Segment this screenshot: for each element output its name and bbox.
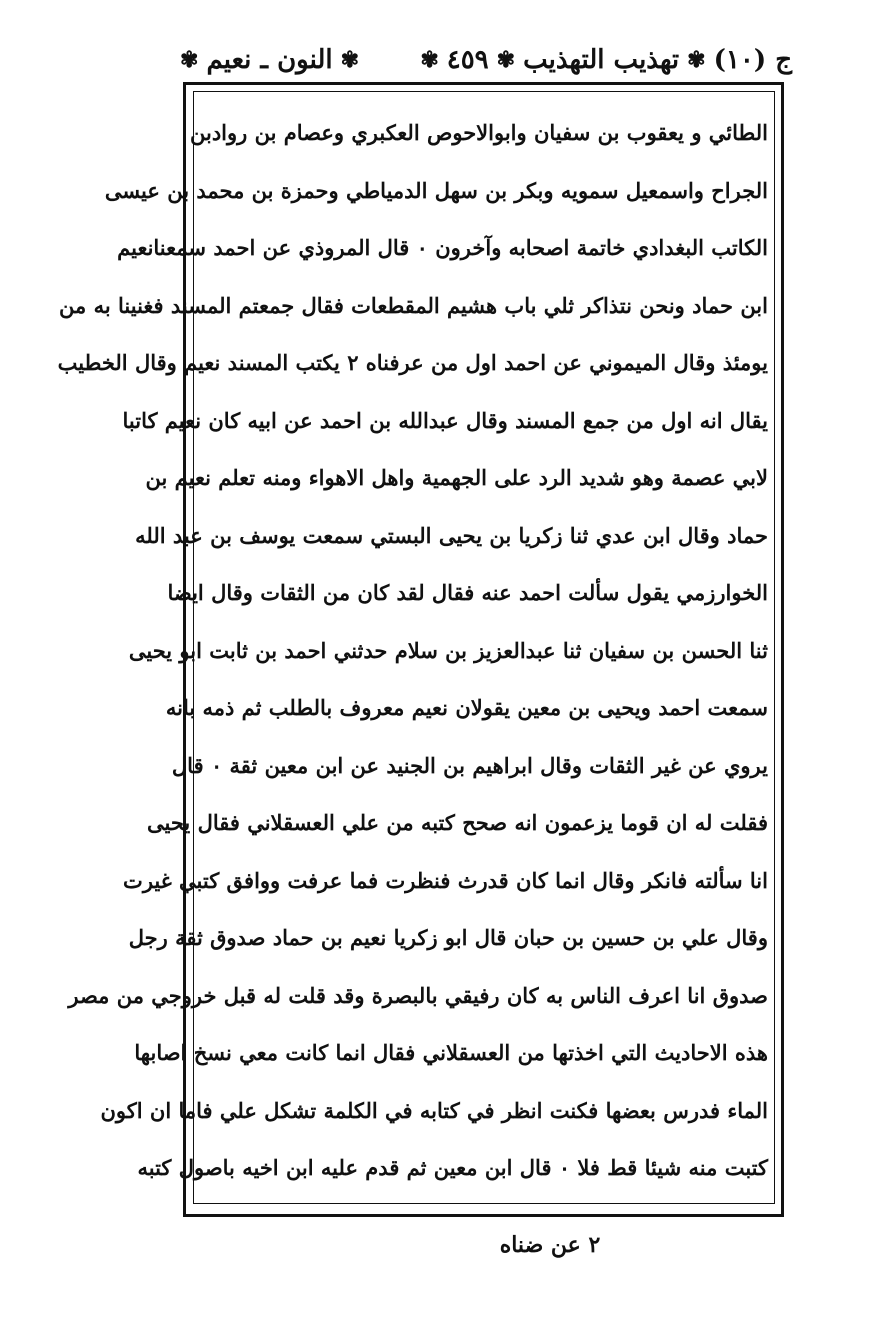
ornament-icon: ✾ — [340, 47, 360, 73]
section-title: النون ـ نعيم — [206, 45, 333, 75]
text-line: ثنا الحسن بن سفيان ثنا عبدالعزيز بن سلام حدثني احمد بن ثابت ابو يحيى — [128, 637, 768, 663]
text-line: كتبت منه شيئا قط فلا ٠ قال ابن معين ثم قدم عليه ابن اخيه باصول كتبه — [137, 1155, 768, 1180]
page-number: ٤٥٩ — [446, 45, 489, 75]
running-header — [180, 38, 792, 82]
text-line: الماء فدرس بعضها فكنت انظر في كتابه في الكلمة تشكل علي فاما ان اكون — [100, 1097, 768, 1123]
ornament-icon: ✾ — [687, 47, 706, 73]
text-line: فقلت له ان قوما يزعمون انه صحح كتبه من علي العسقلاني فقال يحيى — [147, 810, 768, 835]
text-line: يومئذ وقال الميموني عن احمد اول من عرفناه ٢ يكتب المسند نعيم وقال الخطيب — [57, 350, 768, 375]
text-line: صدوق انا اعرف الناس به كان رفيقي بالبصرة وقد قلت له قبل خروجي من مصر — [68, 982, 768, 1008]
text-line: الجراح واسمعيل سمويه وبكر بن سهل الدمياطي وحمزة بن محمد بن عيسى — [104, 177, 768, 203]
text-line: ابن حماد ونحن نتذاكر ثلي باب هشيم المقطعات فقال جمعتم المسند فغنينا به من — [59, 292, 768, 318]
text-line: الطائي و يعقوب بن سفيان وابوالاحوص العكبري وعصام بن روادبن — [189, 120, 768, 145]
text-line: لابي عصمة وهو شديد الرد على الجهمية واهل الاهواء ومنه تعلم نعيم بن — [145, 465, 768, 490]
text-line: سمعت احمد ويحيى بن معين يقولان نعيم معروف بالطلب ثم ذمه بانه — [165, 695, 768, 720]
volume-label: ج (١٠) — [713, 45, 792, 75]
text-line: الكاتب البغدادي خاتمة اصحابه وآخرون ٠ قال المروذي عن احمد سمعنانعيم — [117, 235, 768, 260]
main-text — [57, 104, 768, 1197]
book-title: تهذيب التهذيب — [523, 45, 680, 75]
text-line: انا سألته فانكر وقال انما كان قدرث فنظرت فما عرفت ووافق كتبي غيرت — [123, 867, 768, 893]
footnote: ٢ عن ضناه — [499, 1232, 601, 1258]
text-line: يقال انه اول من جمع المسند وقال عبدالله بن احمد عن ابيه كان نعيم كاتبا — [122, 407, 768, 433]
text-line: وقال علي بن حسين بن حبان قال ابو زكريا نعيم بن حماد صدوق ثقة رجل — [128, 925, 768, 950]
ornament-icon: ✾ — [496, 47, 516, 73]
text-line: هذه الاحاديث التي اخذتها من العسقلاني فقال انما كانت معي نسخ اصابها — [134, 1040, 768, 1065]
ornament-icon: ✾ — [420, 47, 439, 73]
text-line: حماد وقال ابن عدي ثنا زكريا بن يحيى البستي سمعت يوسف بن عبد الله — [135, 522, 768, 548]
ornament-icon: ✾ — [180, 47, 199, 73]
text-line: يروي عن غير الثقات وقال ابراهيم بن الجنيد عن ابن معين ثقة ٠ قال — [171, 752, 768, 778]
text-line: الخوارزمي يقول سألت احمد عنه فقال لقد كان من الثقات وقال ايضا — [167, 580, 768, 605]
